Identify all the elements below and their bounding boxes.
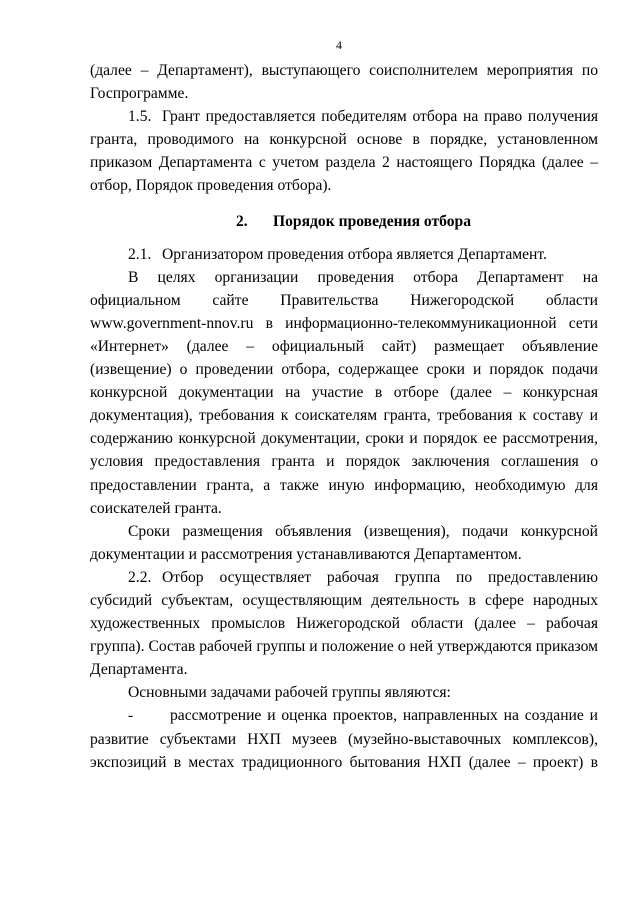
section-heading <box>90 210 598 233</box>
paragraph-1-5 <box>90 105 598 197</box>
page-number: 4 <box>336 38 342 52</box>
paragraph-announcement-text: В целях организации проведения отбора Департамент на официальном сайте Правительства Нижегородской области www.government-nnov.ru в информационно-телекоммуникационной сети «Интернет» (далее – официальный сайт) размещает объявление (извещение) о проведении отбора, содержащее сроки и порядок подачи конкурсной документации на участие в отборе (далее – конкурсная документация), требования к соискателям гранта, требования к составу и содержанию конкурсной документации, сроки и порядок ее рассмотрения, условия предоставления гранта и порядок заключения соглашения о предоставлении гранта, а также иную информацию, необходимую для соискателей гранта. <box>90 268 598 517</box>
paragraph-announcement <box>90 266 598 520</box>
paragraph-2-1 <box>90 243 598 266</box>
clause-number: 2.1. <box>128 245 152 263</box>
paragraph-intro-text: (далее – Департамент), выступающего соисполнителем мероприятия по Госпрограмме. <box>90 62 598 103</box>
paragraph-2-2-text: Отбор осуществляет рабочая группа по предоставлению субсидий субъектам, осуществляющим деятельность в сфере народных художественных промыслов Нижегородской области (далее – рабочая группа). Состав рабочей группы и положение о ней утверждаются приказом Департамента. <box>90 568 598 679</box>
section-title: Порядок проведения отбора <box>273 212 472 230</box>
paragraph-deadlines <box>90 520 598 566</box>
paragraph-2-1-text: Организатором проведения отбора является Департамент. <box>162 245 547 263</box>
list-item-review <box>90 704 598 773</box>
clause-number: 1.5. <box>128 108 152 126</box>
paragraph-2-2 <box>90 566 598 681</box>
paragraph-1-5-text: Грант предоставляется победителям отбора на право получения гранта, проводимого на конкурсной основе в порядке, установленном приказом Департамента с учетом раздела 2 настоящего Порядка (далее – отбор, Порядок проведения отбора). <box>90 108 598 195</box>
paragraph-deadlines-text: Сроки размещения объявления (извещения), подачи конкурсной документации и рассмотрения устанавливаются Департаментом. <box>90 522 598 563</box>
paragraph-tasks-text: Основными задачами рабочей группы являются: <box>128 684 451 702</box>
section-number: 2. <box>236 212 248 230</box>
paragraph-intro <box>90 59 598 105</box>
paragraph-tasks <box>90 681 598 704</box>
clause-number: 2.2. <box>128 568 152 586</box>
list-dash: - <box>128 707 134 725</box>
list-item-review-text: рассмотрение и оценка проектов, направленных на создание и развитие субъектами НХП музеев (музейно-выставочных комплексов), экспозиций в местах традиционного бытования НХП (далее – проект) в <box>90 707 598 771</box>
